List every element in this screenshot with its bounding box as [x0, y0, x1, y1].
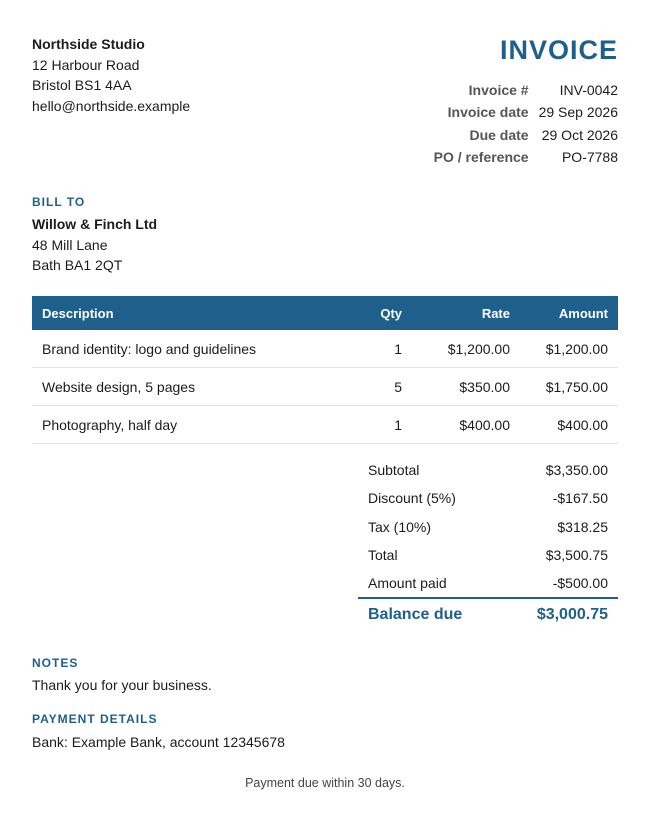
item-qty: 5: [352, 368, 412, 406]
invoice-meta: [434, 79, 618, 168]
totals-label: Subtotal: [368, 462, 420, 479]
sender-email: hello@northside.example: [32, 97, 191, 114]
totals-row-subtotal: [358, 456, 618, 484]
client-address-line-1: 48 Mill Lane: [32, 236, 108, 253]
totals-row-total: [358, 541, 618, 569]
bill-to-block: [32, 195, 157, 276]
item-rate: $350.00: [412, 368, 520, 406]
meta-label: Invoice date: [447, 104, 529, 121]
totals-label: Amount paid: [368, 575, 447, 592]
notes-text: Thank you for your business.: [32, 677, 212, 693]
totals-value: -$500.00: [552, 575, 608, 592]
item-rate: $400.00: [412, 406, 520, 444]
totals-label: Total: [368, 547, 398, 564]
meta-label: Invoice #: [468, 82, 529, 99]
totals-row-amount-paid: [358, 569, 618, 598]
column-header-qty: Qty: [352, 296, 412, 330]
totals-row-tax: [358, 513, 618, 541]
meta-value: INV-0042: [559, 82, 618, 99]
item-description: Website design, 5 pages: [32, 368, 352, 406]
item-qty: 1: [352, 406, 412, 444]
table-row: [32, 330, 618, 368]
notes-section: [32, 656, 212, 695]
meta-row-invoice-date: [434, 101, 618, 123]
payment-details-section: [32, 712, 285, 750]
item-amount: $1,200.00: [520, 330, 618, 368]
balance-due-value: $3,000.75: [503, 598, 618, 631]
line-items-table: [32, 296, 618, 444]
payment-details-label: PAYMENT DETAILS: [32, 712, 158, 726]
column-header-description: Description: [32, 296, 352, 330]
item-description: Brand identity: logo and guidelines: [32, 330, 352, 368]
sender-address-line-2: Bristol BS1 4AA: [32, 77, 132, 93]
column-header-amount: Amount: [520, 296, 618, 330]
totals-label: Discount (5%): [368, 490, 456, 507]
totals-label: Tax (10%): [368, 518, 432, 535]
meta-value: 29 Sep 2026: [538, 104, 618, 121]
item-rate: $1,200.00: [412, 330, 520, 368]
client-address-line-2: Bath BA1 2QT: [32, 257, 123, 273]
table-row: [32, 406, 618, 444]
totals-value: -$167.50: [552, 490, 608, 507]
meta-row-po-reference: [434, 146, 618, 168]
table-header-row: [32, 296, 618, 330]
payment-details-text: Bank: Example Bank, account 12345678: [32, 734, 285, 750]
item-qty: 1: [352, 330, 412, 368]
invoice-title: INVOICE: [499, 35, 618, 65]
notes-label: NOTES: [32, 656, 79, 670]
meta-label: PO / reference: [433, 149, 529, 166]
meta-label: Due date: [469, 126, 529, 143]
sender-name: Northside Studio: [32, 36, 145, 52]
balance-due-row: [358, 598, 618, 631]
bill-to-label: BILL TO: [32, 195, 86, 209]
totals-value: $318.25: [557, 518, 608, 535]
sender-block: [32, 34, 190, 116]
column-header-rate: Rate: [412, 296, 520, 330]
item-amount: $1,750.00: [520, 368, 618, 406]
item-amount: $400.00: [520, 406, 618, 444]
meta-row-due-date: [434, 124, 618, 146]
footer-note: Payment due within 30 days.: [245, 776, 405, 790]
invoice-header: [32, 34, 618, 204]
totals-table: [358, 456, 618, 631]
item-description: Photography, half day: [32, 406, 352, 444]
client-name: Willow & Finch Ltd: [32, 216, 158, 232]
sender-address-line-1: 12 Harbour Road: [32, 56, 140, 73]
meta-value: 29 Oct 2026: [541, 126, 618, 143]
totals-row-discount: [358, 484, 618, 512]
meta-value: PO-7788: [561, 149, 618, 166]
table-row: [32, 368, 618, 406]
totals-value: $3,500.75: [545, 547, 608, 564]
meta-row-invoice-number: [434, 79, 618, 101]
totals-value: $3,350.00: [545, 462, 608, 479]
balance-due-label: Balance due: [358, 598, 503, 631]
